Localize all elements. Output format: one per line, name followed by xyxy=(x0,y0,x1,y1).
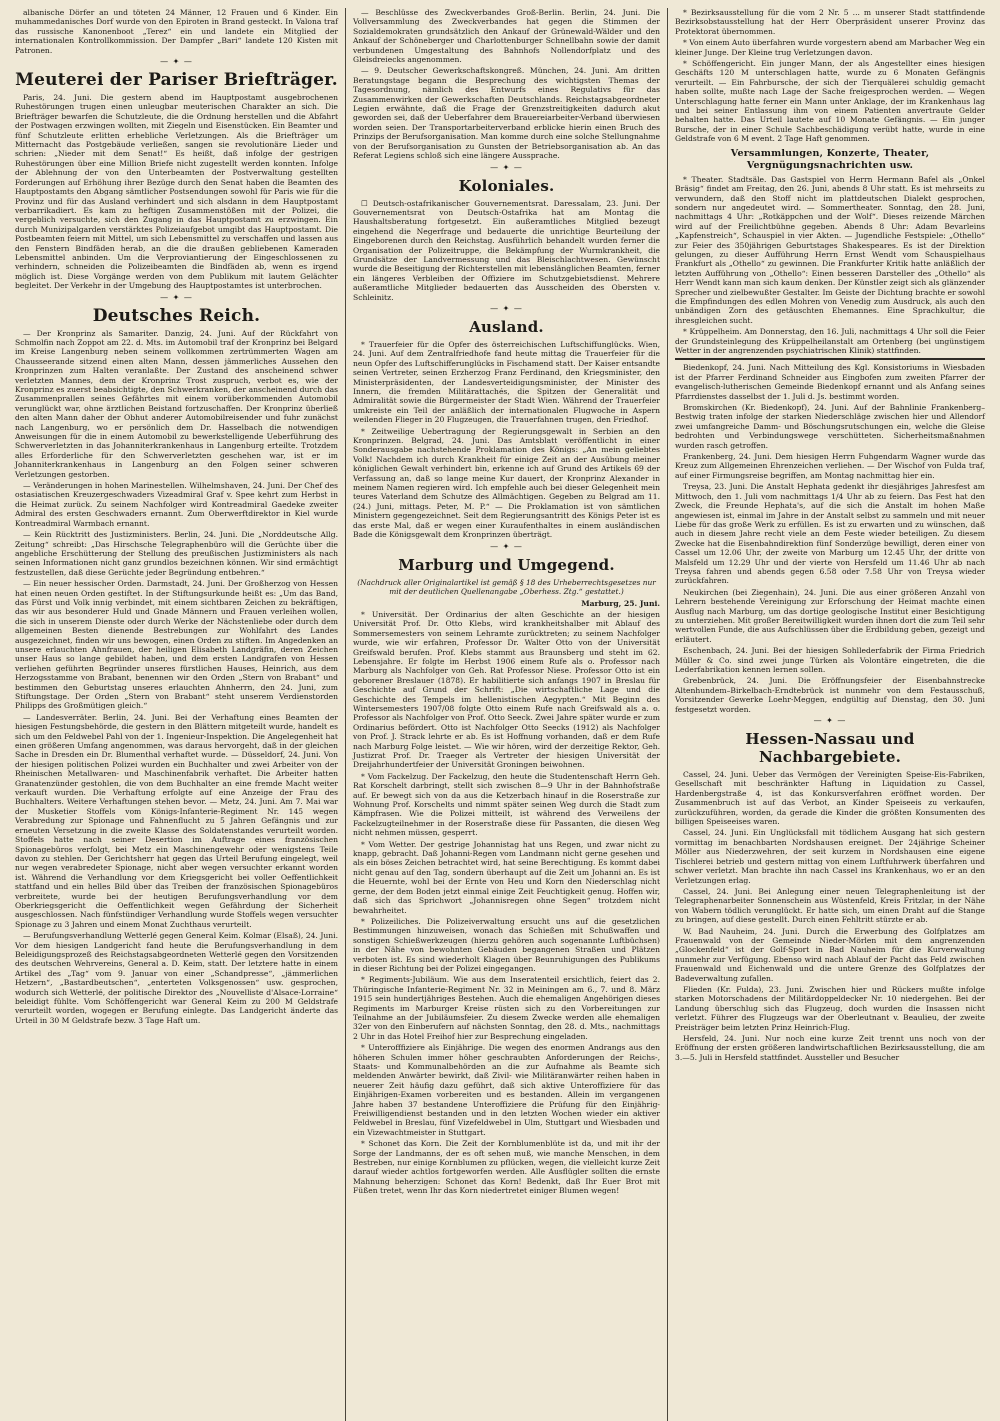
article-paragraph: * Trauerfeier für die Opfer des österreichischen Luftschiffunglücks. Wien, 24. Juni. Auf dem Zentralfriedhofe fand heute mittag die Trauerfeier für die neun Opfer des Luftschifferunglücks in Fischamend statt. Der Kaiser entsandte seinen Vertreter, seinen Erzherzog Franz Ferdinand, den Kriegsminister, den Ministerpräsidenten, der Landesverteidigungsminister, der Minister des Innern, die fremden Militärattachés, die Spitzen der Generalität und Admiralität sowie die Bürgermeister der Stadt Wien. Während der Trauerfeier umkreiste ein Teil der anläßlich der internationalen Flugwoche in Aspern weilenden Flieger in 20 Flugzeugen, die Trauerfahnen trugen, den Friedhof. xyxy=(353,339,660,425)
article-paragraph: Eschenbach, 24. Juni. Bei der hiesigen Sohllederfabrik der Firma Friedrich Müller & Co. sind zwei junge Türken als Volontäre eingetreten, die die Lederfabrikation kennen lernen sollen. xyxy=(675,646,985,674)
article-paragraph: Hersfeld, 24. Juni. Nur noch eine kurze Zeit trennt uns noch von der Eröffnung der ersten größeren landwirtschaftlichen Bezirksausstellung, die am 3.—5. Juli in Hersfeld stattfindet. Aussteller und Besucher xyxy=(675,1034,985,1062)
article-paragraph: Frankenberg, 24. Juni. Dem hiesigen Herrn Fuhgendarm Wagner wurde das Kreuz zum Allgemeinen Ehrenzeichen verliehen. — Der Wischof von Fulda traf, auf einer Firmungsreise begriffen, am Montag nachmittag hier ein. xyxy=(675,452,985,480)
ornament-divider: — ✦ — xyxy=(490,162,523,172)
columns xyxy=(8,8,992,1421)
heading-vergnuegungen: Versammlungen, Konzerte, Theater, Vergnügungsnachrichten usw. xyxy=(730,147,930,171)
article-paragraph: * Universität. Der Ordinarius der alten Geschichte an der hiesigen Universität Prof. Dr. Otto Klebs, wird krankheitshalber mit Ablauf des Sommersemesters von seinem Lehramte zurücktreten; zu seinem Nachfolger wurde, wie wir erfahren, Professor Dr. Walter Otto von der Universität Greifswald berufen. Prof. Klebs stammt aus Braunsberg und steht im 62. Lebensjahre. Er folgte im Herbst 1906 einem Rufe als o. Professor nach Marburg als Nachfolger von Geh. Rat Professor Niese. Professor Otto ist ein geborener Breslauer (1878). Er habilitierte sich anfangs 1907 in Breslau für Geschichte auf Grund der Schrift: „Die wirtschaftliche Lage und die Geschichte des Tempels im hellenistischen Aegypten.“ Mit Beginn des Wintersemesters 1907/08 folgte Otto einem Rufe nach Greifswald als a. o. Professor als Nachfolger von Prof. Otto Seeck. Zwei Jahre später wurde er zum Ordinarius befördert. Otto ist Nachfolger Otto Seecks (1912) als Nachfolger von Prof. J. Strack lehrte er ab. Es ist Hoffnung vorhanden, daß er dem Rufe nach Marburg Folge leistet. — Wie wir hören, wird der derzeitige Rektor, Geh. Justizrat Prof. Dr. Traeger als Vertreter der hiesigen Universität der Dreijahrhundertfeier der Universität Groningen beiwohnen. xyxy=(353,609,660,770)
article-paragraph: Grebenbrück, 24. Juni. Die Eröffnungsfeier der Eisenbahnstrecke Altenhundem–Birkelbach-Erndtebrück ist nunmehr von dem Festausschuß, Vorsitzender Gewerke Loehr-Meggen, endgültig auf Dienstag, den 30. Juni festgesetzt worden. xyxy=(675,676,985,714)
article-paragraph: Treysa, 23. Juni. Die Anstalt Hephata gedenkt ihr diesjähriges Jahresfest am Mittwoch, den 1. Juli vom nachmittags 1/4 Uhr ab zu feiern. Das Fest hat den Zweck, die Freunde Hephata's, auf die sich die Anstalt im hohen Maße angewiesen ist, einmal im Jahre in der Anstalt selbst zu sammeln und mit neuer Liebe für das große Werk zu erfüllen. Es ist zu erwarten und zu wünschen, daß auch in diesem Jahre recht viele an dem Feste wieder beteiligen. Zu diesem Zwecke hat die Eisenbahndirektion fünf Sonderzüge bewilligt, deren einer von Cassel um 12.06 Uhr, der zweite von Marburg um 12.45 Uhr, der dritte von Malsfeld um 12.29 Uhr und der vierte von Hersfeld um 11.46 Uhr ab nach Treysa fahren und abends gegen 6.58 oder 7.58 Uhr von Treysa wieder zurückfahren. xyxy=(675,482,985,586)
article-paragraph: — 9. Deutscher Gewerkschaftskongreß. München, 24. Juni. Am dritten Beratungstage begann die Besprechung des wichtigsten Themas der Tagesordnung, nämlich des Entwurfs eines Regulativs für das Zusammenwirken der Gewerkschaften Deutschlands. Reichstagsabgeordneter Legien erwähnte, daß die Frage der Grenzstreitigkeiten dadurch akut geworden sei, daß der Ueberfahrer dem Brauereiarbeiter-Verband überwiesen worden seien. Der Transportarbeiterverband erblicke hierin einen Bruch des Prinzips der Berufsorganisation. Man komme durch eine solche Stellungnahme von der Berufsorganisation zu Gunsten der Betriebsorganisation ab. An das Referat Legiens schloß sich eine längere Aussprache. xyxy=(353,66,660,161)
ornament-divider: — ✦ — xyxy=(160,57,193,67)
heading-deutsches-reich: Deutsches Reich. xyxy=(92,305,261,326)
vergnuegungen-articles xyxy=(675,175,985,356)
heading-marburg: Marburg und Umgegend. xyxy=(398,555,615,574)
reich-articles xyxy=(15,329,338,1026)
col3-top-text xyxy=(675,8,985,144)
kolonien-articles xyxy=(353,199,660,302)
article-paragraph: — Der Kronprinz als Samariter. Danzig, 24. Juni. Auf der Rückfahrt von Schmolfin nach Zoppot am 22. d. Mts. im Automobil traf der Kronprinz bei Belgard im Kreise Langenburg neben seinem vollkommen zertrümmerten Wagen am Chausseerande sitzend einen alten Mann, dessen jämmerliches Aussehen den Kronprinzen zum Halten veranlaßte. Der Zustand des anscheinend schwer verletzten Mannes, dem der Kronprinz Trost zuspruch, verbot es, wie der Kronprinz es zuerst beabsichtigte, den Schwerkranken, der anscheinend durch das Zusammenprallen seines Gefährtes mit einem vorüberkommenden Automobil verunglückt war, ohne ärztlichen Beistand fortzuschaffen. Der Kronprinz überließ den alten Mann daher der Obhut anderer Automobilreisender und fuhr zunächst nach Langenburg, wo er persönlich dem Dr. Hasselbach die notwendigen Anweisungen für die in einem Automobil zu bewerkstelligende Ueberführung des Schwerverletzten in das Johanniterkrankenhaus in Langenburg erteilte. Trotzdem alles Erforderliche für den Schwerverletzten geschehen war, ist er im Johanniterkrankenhaus in Langenburg an den Folgen seiner schweren Verletzungen gestorben. xyxy=(15,328,338,479)
article-paragraph: — Berufungsverhandlung Wetterlé gegen General Keim. Kolmar (Elsaß), 24. Juni. Vor dem hiesigen Landgericht fand heute die Berufungsverhandlung in dem Beleidigungsprozeß des Reichstagsabgeordneten Wetterlé gegen den Vorsitzenden des deutschen Wehrvereins, General a. D. Keim, statt. Der letztere hatte in einem Artikel des „Tag“ vom 9. Januar von einer „Schandpresse“, „jämmerlichen Hetzern“, „Bastardbeutschen“, „enterteten Volksgenossen“ usw. gesprochen, wodurch sich Wetterlé, der politische Direktor des „Nouvelliste d'Alsace-Lorraine“ beleidigt fühlte. Vom Schöffengericht war General Keim zu 200 M Geldstrafe verurteilt worden, wogegen er Berufung einlegte. Das Landgericht änderte das Urteil in 30 M Geldstrafe bezw. 3 Tage Haft um. xyxy=(15,931,338,1025)
article-paragraph: — Kein Rücktritt des Justizministers. Berlin, 24. Juni. Die „Norddeutsche Allg. Zeitung“ schreibt: „Das Hirschsche Telegraphenbüro will die Gerüchte über die angebliche Erschütterung der Stellung des preußischen Justizministers als nach seinen Informationen nicht ganz grundlos bezeichnen können. Wir sind ermächtigt festzustellen, daß diese Gerüchte jeder Begründung entbehren.“ xyxy=(15,530,338,577)
article-paragraph: * Unterofffiziere als Einjährige. Die wegen des enormen Andrangs aus den höheren Schulen immer höher geschraubten Anforderungen der Reichs-, Staats- und Kommunalbehörden an die zur Aufnahme als Beamte sich meldenden Anwärter bewirkt, daß Zivil- wie Militäranwärter reihen haben in neuerer Zeit häufig dazu geführt, daß sich aktive Unteroffiziere für das Einjährigen-Examen vorbereiten und es bestanden. Allein im vergangenen Jahre haben 37 bestandene Unteroffiziere die Prüfung für den Einjährig-Freiwilligendienst bestanden und in den letzten Wochen wieder ein aktiver Feldwebel in Breslau, fünf Vizefeldwebel in Ulm, Stuttgart und Wiesbaden und ein Vizewachtmeister in Stuttgart. xyxy=(353,1043,660,1137)
article-paragraph: albanische Dörfer an und töteten 24 Männer, 12 Frauen und 6 Kinder. Ein muhammedanisches Dorf wurde von den Epiroten in Brand gesteckt. In Valona traf das russische Kanonenboot „Terez“ ein und landete ein Mitglied der internationalen Kontrollkommission. Der Dampfer „Bari“ landete 120 Kisten mit Patronen. xyxy=(15,8,338,55)
article-paragraph: * Bezirksausstellung für die vom 2 Nr. 5 ... m unserer Stadt stattfindende Bezirksobstausstellung hat der Herr Oberpräsident unserer Provinz das Protektorat übernommen. xyxy=(675,8,985,36)
article-paragraph: * Vom Wetter. Der gestrige Johannistag hat uns Regen, und zwar nicht zu knapp, gebracht. Daß Johanni-Regen vom Landmann nicht gerne gesehen und als ein böses Zeichen betrachtet wird, hat seine Berechtigung. Es kommt dabei nicht genau auf den Tag, sondern überhaupt auf die Zeit um Johanni an. Es ist die Heuernte, wohl bei der Ernte von Heu und Korn den Niederschlag nicht gerne, der dem Boden jetzt einmal einige Zeit Feuchtigkeit genug. Hoffen wir, daß sich das Sprichwort „Johannisregen ohne Segen“ trotzdem nicht bewahrheitet. xyxy=(353,839,660,915)
hessen-articles xyxy=(675,770,985,1062)
article-paragraph: Cassel, 24. Juni. Ueber das Vermögen der Vereinigten Speise-Eis-Fabriken, Gesellschaft mit beschränkter Haftung in Liquidation zu Cassel, Hardenbergstraße 4, ist das Konkursverfahren eröffnet worden. Der Zusammenbruch ist auf das Verbot, an Kinder Speiseeis zu verkaufen, zurückzuführen, worden, da gerade die Kinder die größten Konsumenten des billigen Speiseeises waren. xyxy=(675,770,985,827)
article-paragraph: * Polizeiliches. Die Polizeiverwaltung ersucht uns auf die gesetzlichen Bestimmungen hinzuweisen, wonach das Schießen mit Schußwaffen und sonstigen Schießwerkzeugen (hierzu gehören auch sogenannte Luftbüchsen) in der Nähe von bewohnten Gebäuden begangenen Straßen und Plätzen verboten ist. Es sind wiederholt Klagen über Beunruhigungen des Publikums in dieser Richtung bei der Polizei eingegangen. xyxy=(353,916,660,973)
local-news-articles xyxy=(675,363,985,714)
heading-meuterei: Meuterei der Pariser Briefträger. xyxy=(15,70,338,91)
article-paragraph: * Zeitweilige Uebertragung der Regierungsgewalt in Serbien an den Kronprinzen. Belgrad, 24. Juni. Das Amtsblatt veröffentlicht in einer Sonderausgabe nachstehende Proklamation des Königs: „An mein geliebtes Volk! Nachdem ich durch Krankheit für einige Zeit an der Ausübung meiner königlichen Gewalt verhindert bin, erkenne ich auf Grund des Artikels 69 der Verfassung an, daß so lange meine Kur dauert, der Kronprinz Alexander in meinem Namen regieren wird. Ich empfehle auch bei dieser Gelegenheit mein teures Vaterland dem Schutze des Allmächtigen. Gegeben zu Belgrad am 11. (24.) Juni, mittags. Peter, M. P.“ — Die Proklamation ist von sämtlichen Ministern gegengezeichnet. Seit dem Regierungsantritt des Königs Peter ist es das erste Mal, daß er wegen einer Kuraufenthaltes in einem ausländischen Bade die Königsgewalt dem Kronprinzen überträgt. xyxy=(353,426,660,540)
article-paragraph: Flieden (Kr. Fulda), 23. Juni. Zwischen hier und Rückers mußte infolge starken Motorschadens der Militärdoppeldecker Nr. 10 niedergehen. Bei der Landung überschlug sich das Flugzeug, doch wurden die Insassen nicht verletzt. Führer des Flugzeugs war der Oberleutnant v. Beaulieu, der zweite Preisträger beim letzten Prinz Heinrich-Flug. xyxy=(675,984,985,1032)
ornament-divider: — ✦ — xyxy=(490,541,523,551)
ornament-divider: — ✦ — xyxy=(160,292,193,302)
marburg-dateline: Marburg, 25. Juni. xyxy=(581,598,660,608)
article-paragraph: * Regiments-Jubiläum. Wie aus dem Inseratenteil ersichtlich, feiert das 2. Thüringische Infanterie-Regiment Nr. 32 in Meiningen am 6., 7. und 8. März 1915 sein hundertjähriges Bestehen. Auch die ehemaligen Angehörigen dieses Regiments im Marburger Kreise rüsten sich zu den Vorbereitungen zur Teilnahme an der Jubiläumsfeier. Zu diesem Zwecke werden alle ehemaligen 32er von den Einberufern auf nächsten Sonntag, den 28. d. Mts., nachmittags 2 Uhr in das Hotel Freihof hier zur Besprechung eingeladen. xyxy=(353,975,660,1041)
marburg-articles xyxy=(353,610,660,1196)
article-paragraph: * Theater. Stadtsäle. Das Gastspiel von Herrn Hermann Bafel als „Onkel Bräsig“ findet am Freitag, den 26. Juni, abends 8 Uhr statt. Es ist mehrseits zu verwundern, daß den Stoff nicht im plattdeutschen Dialekt gesprochen, sondern nur angedeutet wird. — Sommertheater. Sonntag, den 28. Juni, nachmittags 4 Uhr: „Rotkäppchen und der Wolf“. Dieses reizende Märchen wird auf der Freilichtbühne gegeben. Abends 8 Uhr: Adam Bevarleins „Kapfenstreich“, Schauspiel in vier Akten. — Jugendliche Festspiele: „Othello“ zur Feier des 350jährigen Geburtstages Shakespeares. Es ist der Direktion gelungen, zu dieser Aufführung Herrn Ernst Wendt vom Schauspielhaus Frankfurt als „Othello“ zu gewinnen. Die Frankfurter Kritik hatte anläßlich der letzten Aufführung von „Othello“: Einen besseren Darsteller des „Othello“ als Herr Wendt kann man sich kaum denken. Der Künstler zeigt sich als glänzender Sprecher und zielbewußter Gestalter. Im Geiste der Dichtung brachte er sowohl die Empfindungen des edlen Mohren von Venedig zum Ausdruck, als auch den unbändigen Zorn des getäuschten Ehemannes. Eine Sprachkultur, die ihresgleichen sucht. xyxy=(675,174,985,325)
article-paragraph: ☐ Deutsch-ostafrikanischer Gouvernementsrat. Daressalam, 23. Juni. Der Gouvernementsrat von Deutsch-Ostafrika hat am Montag die Haushaltsberatung fortgesetzt. Ein außeramtliches Mitglied bezeugt eingehend die Negerfrage und bedauerte die unrichtige Beurteilung der Eingeborenen durch den Reichstag. Ausführlich behandelt wurden ferner die Organisation der Polizeitruppe, die Bekämpfung der Wurmkrankheit, die Grundsätze der Landvermessung und das Bleischlachtwesen. Gewünscht wurde die Beseitigung der Richterstellen mit lebenslänglichen Beamten, ferner ein längeres Verbleiben der Offiziere im Schutzgebietsdienst. Mehrere außeramtliche Mitglieder bedauerten das Ausscheiden des Obersten v. Schleinitz. xyxy=(353,198,660,302)
ornament-divider: — ✦ — xyxy=(490,303,523,313)
article-paragraph: Bromskirchen (Kr. Biedenkopf), 24. Juni. Auf der Bahnlinie Frankenberg–Bestwig traten infolge der starken Niederschläge zwischen hier und Allendorf zwei umfangreiche Damm- und Böschungsrutschungen ein, welche die Gleise bedrohten und Verbindungswege verschütteten. Sicherheitsmaßnahmen wurden rasch getroffen. xyxy=(675,403,985,450)
heading-ausland: Ausland. xyxy=(469,317,544,336)
heading-hessen-nassau: Hessen-Nassau und Nachbargebiete. xyxy=(745,730,915,767)
column-1 xyxy=(8,8,346,1421)
reprint-note: (Nachdruck aller Originalartikel ist gemäß § 18 des Urheberrechtsgesetzes nur mit der deutlichen Quellenangabe „Oberhess. Ztg.“ gestattet.) xyxy=(357,577,656,596)
article-paragraph: — Landesverräter. Berlin, 24. Juni. Bei der Verhaftung eines Beamten der hiesigen Festungsbehörde, die gestern in den Blättern mitgeteilt wurde, handelt es sich um den Feldwebel Pahl von der 1. Ingenieur-Inspektion. Die Angelegenheit hat einen größeren Umfang angenommen, was daraus hervorgeht, daß in der gleichen Sache in Dresden ein Dr. Blumenthal verhaftet wurde. — Düsseldorf, 24. Juni. Von der hiesigen politischen Polizei wurden ein Buchhalter und zwei Arbeiter von der Rheinischen Metallwaren- und Maschinenfabrik verhaftet. Die Arbeiter hatten Granatenzünder gestohlen, die von dem Buchhalter an eine fremde Macht weiter verkauft wurden. Die Verhaftung erfolgte auf eine Anzeige der Frau des Buchhalters. Weitere Verhaftungen stehen bevor. — Metz, 24. Juni. Am 7. Mai war der Musketier Stoffels vom Königs-Infanterie-Regiment Nr. 145 wegen Verabredung zur Spionage und Fahnenflucht zu 5 Jahren Gefängnis und zur erneuten Versetzung in die zweite Klasse des Soldatenstandes verurteilt worden. Stoffels hatte nach seiner Desertion im Auftrage eines französischen Spionagebüros verfolgt, bei Metz ein Maschinengewehr oder wenigstens Teile davon zu stehlen. Der Gerichtsherr hat gegen das Urteil Berufung eingelegt, weil nur wegen verabredeter Spionage, nicht aber wegen versuchter erkannt worden ist. Während die Verhandlung vor dem Kriegsgericht bei voller Oeffentlichkeit stattfand und ein helles Bild über das Treiben der französischen Spionagebüros verbreitete, wurde bei der heutigen Berufungsverhandlung vor dem Oberkriegsgericht die Oeffentlichkeit wegen Gefährdung der Sicherheit ausgeschlossen. Nach fünfstündiger Verhandlung wurde Stoffels wegen versuchter Spionage zu 3 Jahren und einem Monat Zuchthaus verurteilt. xyxy=(15,712,338,929)
article-paragraph: * Von einem Auto überfahren wurde vorgestern abend am Marbacher Weg ein kleiner Junge. Der Kleine trug Verletzungen davon. xyxy=(675,38,985,57)
section-rule xyxy=(675,358,985,360)
ausland-articles xyxy=(353,340,660,540)
article-paragraph: Neukirchen (bei Ziegenhain), 24. Juni. Die aus einer größeren Anzahl von Lehrern bestehende Vereinigung zur Erforschung der Heimat machte einen Ausflug nach Marburg, um das dortige geologische Institut einer Besichtigung zu unterziehen. Mit großer Bereitwilligkeit wurden ihnen dort die zum Teil sehr wertvollen Funde, die aus Aufschlüssen über die Erdbildung geben, gezeigt und erläutert. xyxy=(675,587,985,644)
heading-koloniales: Koloniales. xyxy=(458,176,555,195)
meuterei-article xyxy=(15,93,338,291)
article-paragraph: Paris, 24. Juni. Die gestern abend im Hauptpostamt ausgebrochenen Ruhestörungen trugen einen unleugbar meuterischen Charakter an sich. Die Briefträger bewarfen die Schutzleute, die die Ordnung herstellen und die Abfahrt der Postwagen erzwingen wollten, mit Ziegeln und Eisenstücken. Ein Beamter und fünf Schutzleute erlitten erhebliche Verletzungen. Als die Briefträger um Mitternacht das Postgebäude verließen, sangen sie revolutionäre Lieder und schrien: „Nieder mit dem Senat!“ Es heißt, daß infolge der gestrigen Ruhestörungen über eine Million Briefe nicht zugestellt werden konnten. Infolge der Ablehnung der von den Unterbeamten der Postverwaltung gestellten Forderungen auf Erhöhung ihrer Bezüge durch den Senat haben die Beamten des Hauptpostamts den Abgang sämtlicher Postsendungen sowohl für Paris wie für die Provinz und für das Ausland verhindert und sich alsdann in dem Hauptpostamt verbarrikadiert. Es kam zu heftigen Zusammenstößen mit der Polizei, die vergeblich versuchte, sich den Zugang in das Hauptpostamt zu erzwingen. Ein durch Munizipalgarden verstärktes Polizeiaufgebot umgibt das Hauptpostamt. Die Postbeamten feiern mit Mittel, um sich Lebensmittel zu verschaffen und lassen aus den Fenstern Bindfäden herab, an die die draußen gebliebenen Kameraden Lebensmittel anbinden. Um die Verproviantierung der Eingeschlossenen zu verhindern, schneiden die Polizeibeamten die Bindfäden ab, wenn es irgend möglich ist. Diese Vorgänge werden von dem Publikum mit lautem Gelächter begleitet. Der Verkehr in der Umgebung des Hauptpostamtes ist unterbrochen. xyxy=(15,93,338,291)
column-3 xyxy=(668,8,992,1421)
article-paragraph: Biedenkopf, 24. Juni. Nach Mitteilung des Kgl. Konsistoriums in Wiesbaden ist der Pfarrer Ferdinand Schneider aus Eingbofen zum zweiten Pfarrer der evangelisch-lutherischen Gemeinde Biedenkopf ernannt und als Anfang seines Pfarrdienstes dasselbst der 1. Juli d. Js. bestimmt worden. xyxy=(675,363,985,401)
col2-top-text xyxy=(353,8,660,161)
article-paragraph: * Krüppelheim. Am Donnerstag, den 16. Juli, nachmittags 4 Uhr soll die Feier der Grundsteinlegung des Krüppelheilanstalt am Ortenberg (bei ungünstigem Wetter in der angrenzenden psychiatrischen Klinik) stattfinden. xyxy=(675,327,985,355)
article-paragraph: — Ein neuer hessischer Orden. Darmstadt, 24. Juni. Der Großherzog von Hessen hat einen neuen Orden gestiftet. In der Stiftungsurkunde heißt es: „Um das Band, das Fürst und Volk innig verbindet, mit einem sichtbaren Zeichen zu bekräftigen, das wir aus besonderer Huld und Gnade Männern und Frauen verleihen wollen, die sich in unserem Dienste oder durch Werke der Nächstenliebe oder durch dem allgemeinen Besten dienende Bestrebungen zur Wohlfahrt des Landes ausgezeichnet, finden wir uns bewogen, einen Orden zu stiften. Im Angedenken an unsere erlauchten Ahnfrauen, der heiligen Elisabeth Landgräfin, deren Zeichen unser Haus so lange gebildet haben, und dem ersten Landgrafen von Hessen verliehen geführten Begründer unseres fürstlichen Hauses, Heinrich, aus dem Herzogsstamme von Brabant, benennen wir den Orden „Stern von Brabant“ und bestimmen den Geburtstag unseres erlauchten Ahnherrn, den 24. Juni, zum Stiftungstage. Der Orden „Stern von Brabant“ steht unserem Verdienstorden Philipps des Großmütigen gleich.“ xyxy=(15,579,338,711)
article-paragraph: Cassel, 24. Juni. Ein Unglücksfall mit tödlichem Ausgang hat sich gestern vormittag im benachbarten Nordshausen ereignet. Der 24jährige Scheiner Möller aus Niederzwehren, der seit kurzem in Nordshausen eine eigene Tischlerei betrieb und gestern mittag von einem Luftfuhrwerk überfahren und schwer verletzt. Man brachte ihn nach Cassel ins Krankenhaus, wo er an den Verletzungen erlag. xyxy=(675,828,985,885)
column-2 xyxy=(346,8,668,1421)
article-paragraph: Cassel, 24. Juni. Bei Anlegung einer neuen Telegraphenleitung ist der Telegraphenarbeiter Sonnenschein aus Wüstenfeld, Kreis Fritzlar, in der Nähe von Wabern tödlich verunglückt. Er hatte sich, um einen Draht auf die Stange zu bringen, auf diese gestellt. Durch einen Fehltritt stürzte er ab. xyxy=(675,886,985,925)
article-paragraph: * Schonet das Korn. Die Zeit der Kornblumenblüte ist da, und mit ihr der Sorge der Landmanns, der es oft sehen muß, wie manche Menschen, in dem Bestreben, nur einige Kornblumen zu pflücken, wegen, die vielleicht kurze Zeit darauf wieder achtlos fortgeworfen werden. Alle Ausflügler sollten die ernste Mahnung beherzigen: Schonet das Korn! Bedenkt, daß Ihr Euer Brot mit Füßen tretet, wenn Ihr das Korn niedertretet einiger Blumen wegen! xyxy=(353,1139,660,1196)
article-paragraph: * Schöffengericht. Ein junger Mann, der als Angestellter eines hiesigen Geschäfts 120 M unterschlagen hatte, wurde zu 6 Monaten Gefängnis verurteilt. — Ein Fahrbursche, der sich der Tierquälerei schuldig gemacht haben sollte, mußte nach Lage der Sache freigesprochen werden. — Wegen Unterschlagung hatte ferner ein Mann unter Anklage, der im Krankenhaus lag und bei seiner Entlassung ihm von einem Patienten anvertraute Gelder behalten hatte. Das Urteil lautete auf 10 Monate Gefängnis. — Ein junger Bursche, der in einer Schule Sachbeschädigung verübt hatte, wurde in eine Geldstrafe von 6 M event. 2 Tage Haft genommen. xyxy=(675,59,985,144)
ornament-divider: — ✦ — xyxy=(813,716,847,726)
article-paragraph: — Veränderungen in hohen Marinestellen. Wilhelmshaven, 24. Juni. Der Chef des ostasiatischen Kreuzergeschwaders Vizeadmiral Graf v. Spee kehrt zum Herbst in die Heimat zurück. Zu seinem Nachfolger wird Kontreadmiral Gaedeke zweiter Admiral des ersten Geschwaders ernannt. Zum Oberwerftdirektor in Kiel wurde Kontreadmiral Warmbach ernannt. xyxy=(15,481,338,528)
article-paragraph: W. Bad Nauheim, 24. Juni. Durch die Erwerbung des Golfplatzes am Frauenwald von der Gemeinde Nieder-Mörlen mit dem angrenzenden „Glockenfeld“ ist der Golf-Sport in Bad Nauheim für die Kurverwaltung nunmehr zur Verfügung. Ebenso wird nach Ablauf der Pacht das Feld zwischen Frauenwald und Eichenwald und die untere Grenze des Golfplatzes der Badeverwaltung zufallen. xyxy=(675,926,985,983)
article-paragraph: — Beschlüsse des Zweckverbandes Groß-Berlin. Berlin, 24. Juni. Die Vollversammlung des Zweckverbandes hat gegen die Stimmen der Sozialdemokraten grundsätzlich den Ankauf der Grünewald-Wälder und den Ankauf der Schöneberger und Charlottenburger Schnellbahn sowie der damit verbundenen Umgestaltung des Bahnhofs Nollendorfplatz und des Gleisdreiecks angenommen. xyxy=(353,8,660,65)
article-paragraph: * Vom Fackelzug. Der Fackelzug, den heute die Studentenschaft Herrn Geh. Rat Korschelt darbringt, stellt sich zwischen 8—9 Uhr in der Bahnhofstraße auf. Er bewegt sich von da aus die Ketzerbach hinauf in die Roserstraße zur Wohnung Prof. Korschelts und nimmt später seinen Weg durch die Stadt zum Kämpfrasen. Wie die Polizei mitteilt, ist während des Verweilens der Fackelzugteilnehmer in der Roserstraße diese für Passanten, die diesen Weg nicht nehmen müssen, gesperrt. xyxy=(353,771,660,838)
col1-top-text xyxy=(15,8,338,55)
